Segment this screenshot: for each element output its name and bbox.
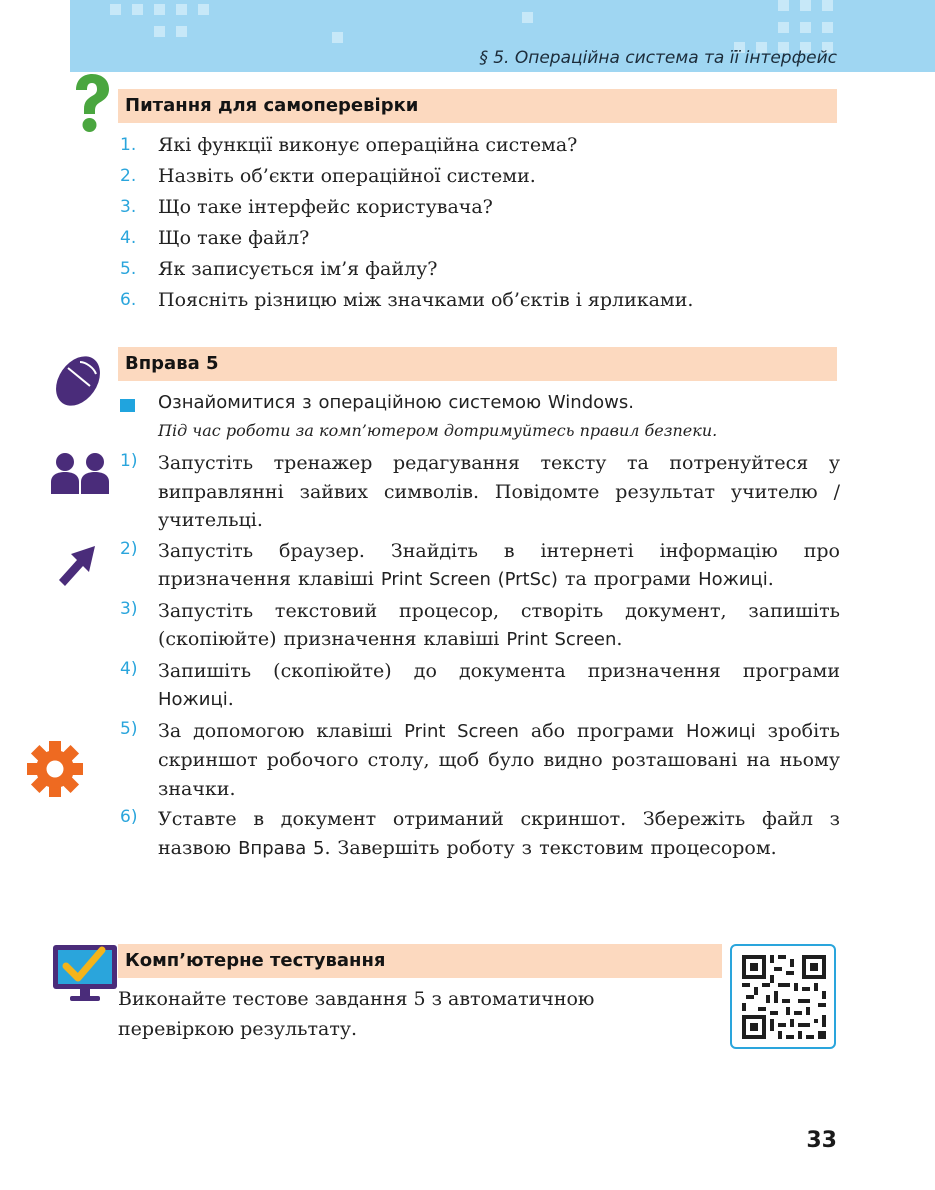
exercise-step [120, 657, 840, 715]
computer-test-title: Комп’ютерне тестування [125, 950, 386, 971]
step-text: Уставте в документ отриманий скриншот. Збережіть файл з назвою Вправа 5. Завершіть роботу з текстовим процесором. [158, 808, 840, 859]
list-item [120, 130, 840, 161]
qr-code[interactable] [730, 944, 836, 1049]
pair-work-icon [50, 452, 110, 494]
list-item [120, 192, 840, 223]
question-text: Які функції виконує операційна система? [158, 134, 578, 156]
exercise-step [120, 597, 840, 655]
step-number: 4) [120, 658, 138, 679]
exercise-step [120, 805, 840, 863]
running-head: § 5. Операційна система та її інтерфейс [479, 48, 837, 68]
list-number: 2. [120, 166, 137, 186]
qr-pattern-icon [732, 946, 834, 1047]
list-item [120, 223, 840, 254]
step-text: Запишіть (скопіюйте) до документа призначення програми Ножиці. [158, 659, 840, 710]
computer-mouse-icon [50, 350, 106, 410]
page-number: 33 [806, 1128, 837, 1153]
exercise-step [120, 449, 840, 535]
step-number: 5) [120, 718, 138, 739]
question-text: Поясніть різницю між значками об’єктів і ярликами. [158, 289, 694, 311]
step-number: 2) [120, 538, 138, 559]
question-text: Що таке інтерфейс користувача? [158, 196, 493, 218]
question-mark-icon [70, 72, 114, 134]
question-text: Назвіть об’єкти операційної системи. [158, 165, 536, 187]
step-text: Запустіть тренажер редагування тексту та потренуйтеся у виправлянні зайвих символів. Повідомте результат учителю / учительці. [158, 452, 840, 531]
list-number: 5. [120, 259, 137, 279]
computer-test-text: Виконайте тестове завдання 5 з автоматичною перевіркою результату. [118, 988, 595, 1040]
exercise-body [120, 389, 840, 863]
question-text: Що таке файл? [158, 227, 310, 249]
monitor-checkmark-icon [52, 944, 118, 1002]
list-number: 3. [120, 197, 137, 217]
square-bullet-icon [120, 399, 135, 412]
list-number: 6. [120, 290, 137, 310]
safety-note: Під час роботи за комп’ютером дотримуйтесь правил безпеки. [158, 421, 718, 440]
step-number: 6) [120, 807, 138, 827]
step-number: 3) [120, 598, 138, 619]
exercise-title: Вправа 5 [125, 353, 219, 374]
exercise-goal: Ознайомитися з операційною системою Windows. [120, 389, 840, 417]
list-item [120, 254, 840, 285]
step-text: Запустіть текстовий процесор, створіть документ, запишіть (скопіюйте) призначення клавіші Print Screen. [158, 599, 840, 650]
step-number: 1) [120, 451, 138, 471]
question-text: Як записується ім’я файлу? [158, 258, 438, 280]
computer-test-heading-bar [118, 944, 722, 978]
exercise-heading-bar [118, 347, 837, 381]
gear-icon [26, 740, 84, 798]
step-text: Запустіть браузер. Знайдіть в інтернеті інформацію про призначення клавіші Print Screen (PrtSc) та програми Ножиці. [158, 539, 840, 590]
exercise-step [120, 537, 840, 595]
self-check-question-list [120, 130, 840, 316]
diagonal-arrow-icon [57, 544, 97, 588]
exercise-step [120, 717, 840, 804]
list-item [120, 161, 840, 192]
list-item [120, 285, 840, 316]
step-text: За допомогою клавіші Print Screen або програми Ножиці зробіть скриншот робочого столу, щоб було видно розташовані на ньому значки. [158, 719, 841, 800]
list-number: 1. [120, 135, 137, 155]
list-number: 4. [120, 228, 137, 248]
self-check-title: Питання для самоперевірки [125, 95, 419, 116]
self-check-heading-bar [118, 89, 837, 123]
